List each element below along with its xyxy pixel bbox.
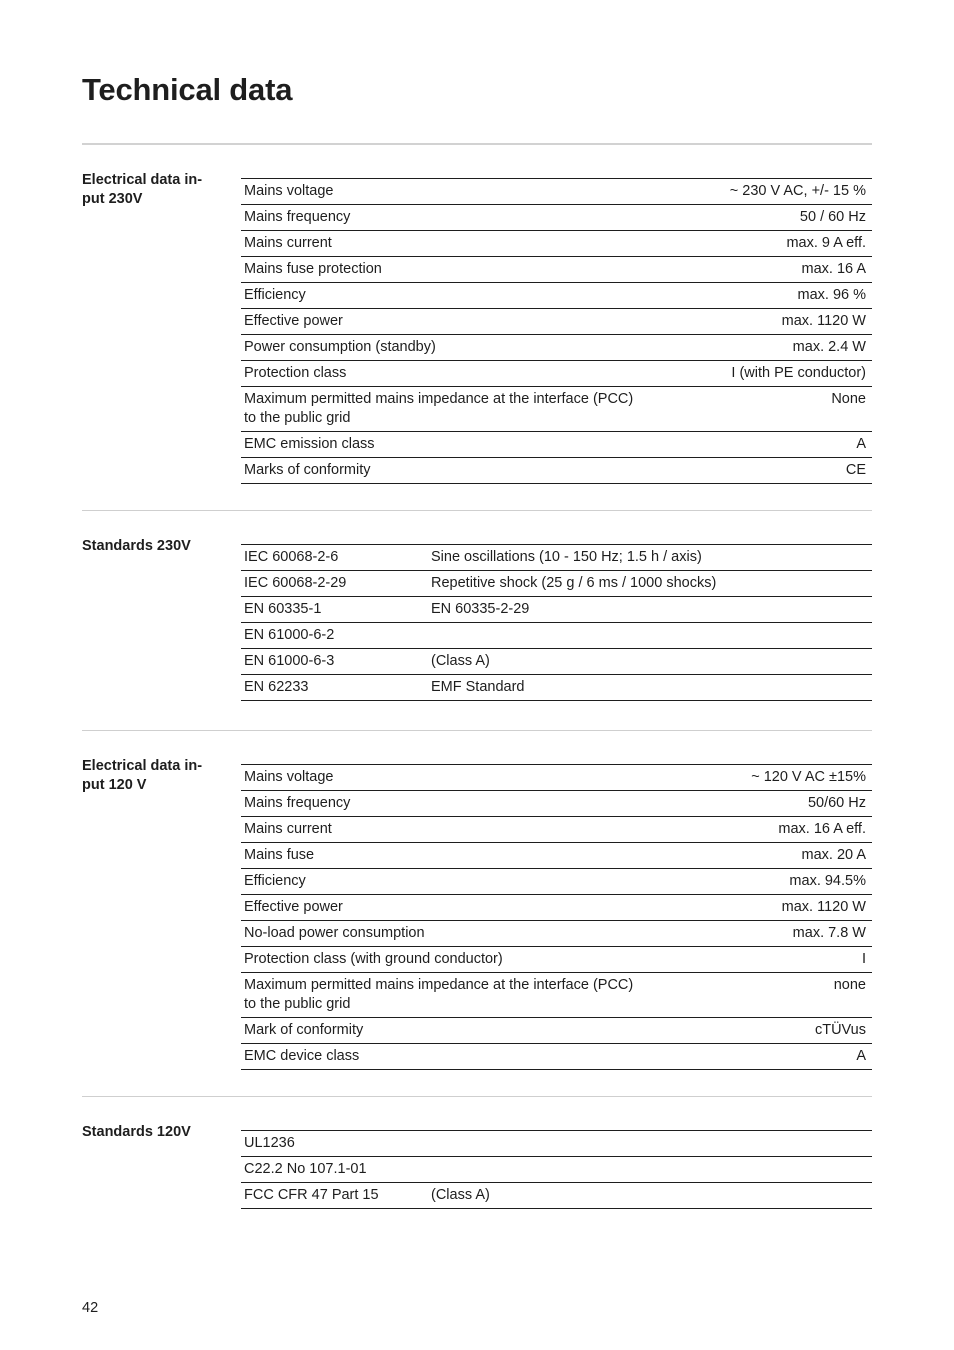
table-row (241, 895, 872, 921)
value-cell: max. 96 % (650, 283, 872, 309)
value-cell: max. 9 A eff. (650, 231, 872, 257)
standard-cell: C22.2 No 107.1-01 (241, 1157, 428, 1183)
page-number: 42 (82, 1300, 99, 1316)
table-standards-230v (241, 544, 872, 701)
note-cell: (Class A) (428, 1183, 872, 1209)
value-cell: max. 16 A eff. (650, 817, 872, 843)
table-row (241, 597, 872, 623)
value-cell: ~ 230 V AC, +/- 15 % (650, 179, 872, 205)
table-row (241, 843, 872, 869)
table-row (241, 675, 872, 701)
section-label-electrical-230v: Electrical data in-put 230V (82, 172, 203, 207)
standard-cell: IEC 60068-2-6 (241, 545, 428, 571)
divider (82, 143, 872, 145)
standard-cell: FCC CFR 47 Part 15 (241, 1183, 428, 1209)
param-cell: Effective power (241, 895, 650, 921)
value-cell: ~ 120 V AC ±15% (650, 765, 872, 791)
param-cell: Mains frequency (241, 205, 650, 231)
standard-cell: UL1236 (241, 1131, 428, 1157)
divider (82, 1096, 872, 1097)
table-electrical-120v (241, 764, 872, 1070)
param-cell: Mains voltage (241, 179, 650, 205)
value-cell: max. 2.4 W (650, 335, 872, 361)
value-cell: cTÜVus (650, 1018, 872, 1044)
section-label-standards-120v: Standards 120V (82, 1124, 191, 1140)
table-row (241, 432, 872, 458)
table-row (241, 1183, 872, 1209)
value-cell: 50 / 60 Hz (650, 205, 872, 231)
table-row (241, 545, 872, 571)
param-cell: Maximum permitted mains impedance at the interface (PCC) to the public grid (241, 387, 650, 432)
table-row (241, 1157, 872, 1183)
page-title: Technical data (82, 72, 293, 107)
table-row (241, 361, 872, 387)
table-row (241, 571, 872, 597)
table-row (241, 921, 872, 947)
value-cell: CE (650, 458, 872, 484)
standard-cell: EN 61000-6-3 (241, 649, 428, 675)
param-cell: Maximum permitted mains impedance at the interface (PCC) to the public grid (241, 973, 650, 1018)
param-cell: Mains fuse protection (241, 257, 650, 283)
table-row (241, 231, 872, 257)
param-cell: Mains current (241, 231, 650, 257)
value-cell: none (650, 973, 872, 1018)
standard-cell: EN 61000-6-2 (241, 623, 428, 649)
note-cell (428, 1157, 872, 1183)
table-row (241, 623, 872, 649)
param-cell: Efficiency (241, 869, 650, 895)
param-cell: Efficiency (241, 283, 650, 309)
value-cell: max. 7.8 W (650, 921, 872, 947)
param-cell: EMC emission class (241, 432, 650, 458)
param-cell: Mark of conformity (241, 1018, 650, 1044)
divider (82, 730, 872, 731)
value-cell: None (650, 387, 872, 432)
table-row (241, 869, 872, 895)
value-cell: max. 1120 W (650, 895, 872, 921)
value-cell: A (650, 432, 872, 458)
table-row (241, 765, 872, 791)
note-cell: Sine oscillations (10 - 150 Hz; 1.5 h / axis) (428, 545, 872, 571)
table-row (241, 458, 872, 484)
param-cell: Protection class (with ground conductor) (241, 947, 650, 973)
value-cell: I (650, 947, 872, 973)
param-cell: Protection class (241, 361, 650, 387)
param-cell: EMC device class (241, 1044, 650, 1070)
param-cell: Effective power (241, 309, 650, 335)
table-row (241, 335, 872, 361)
table-row (241, 817, 872, 843)
note-cell (428, 623, 872, 649)
param-cell: Mains fuse (241, 843, 650, 869)
table-row (241, 387, 872, 432)
table-row (241, 179, 872, 205)
value-cell: max. 16 A (650, 257, 872, 283)
table-row (241, 283, 872, 309)
table-row (241, 973, 872, 1018)
table-row (241, 1131, 872, 1157)
param-cell: Mains frequency (241, 791, 650, 817)
param-cell: Power consumption (standby) (241, 335, 650, 361)
note-cell: EMF Standard (428, 675, 872, 701)
table-row (241, 1044, 872, 1070)
table-row (241, 257, 872, 283)
param-cell: Mains current (241, 817, 650, 843)
table-row (241, 309, 872, 335)
standard-cell: EN 60335-1 (241, 597, 428, 623)
param-cell: No-load power consumption (241, 921, 650, 947)
table-row (241, 649, 872, 675)
value-cell: A (650, 1044, 872, 1070)
standard-cell: IEC 60068-2-29 (241, 571, 428, 597)
value-cell: max. 1120 W (650, 309, 872, 335)
table-electrical-230v (241, 178, 872, 484)
table-row (241, 205, 872, 231)
table-row (241, 947, 872, 973)
section-label-electrical-120v: Electrical data in-put 120 V (82, 758, 203, 793)
section-label-standards-230v: Standards 230V (82, 538, 191, 554)
table-standards-120v (241, 1130, 872, 1209)
divider (82, 510, 872, 511)
standard-cell: EN 62233 (241, 675, 428, 701)
note-cell: (Class A) (428, 649, 872, 675)
value-cell: max. 94.5% (650, 869, 872, 895)
value-cell: I (with PE conductor) (650, 361, 872, 387)
value-cell: max. 20 A (650, 843, 872, 869)
param-cell: Marks of conformity (241, 458, 650, 484)
table-row (241, 791, 872, 817)
table-row (241, 1018, 872, 1044)
note-cell: EN 60335-2-29 (428, 597, 872, 623)
note-cell (428, 1131, 872, 1157)
param-cell: Mains voltage (241, 765, 650, 791)
note-cell: Repetitive shock (25 g / 6 ms / 1000 shocks) (428, 571, 872, 597)
value-cell: 50/60 Hz (650, 791, 872, 817)
